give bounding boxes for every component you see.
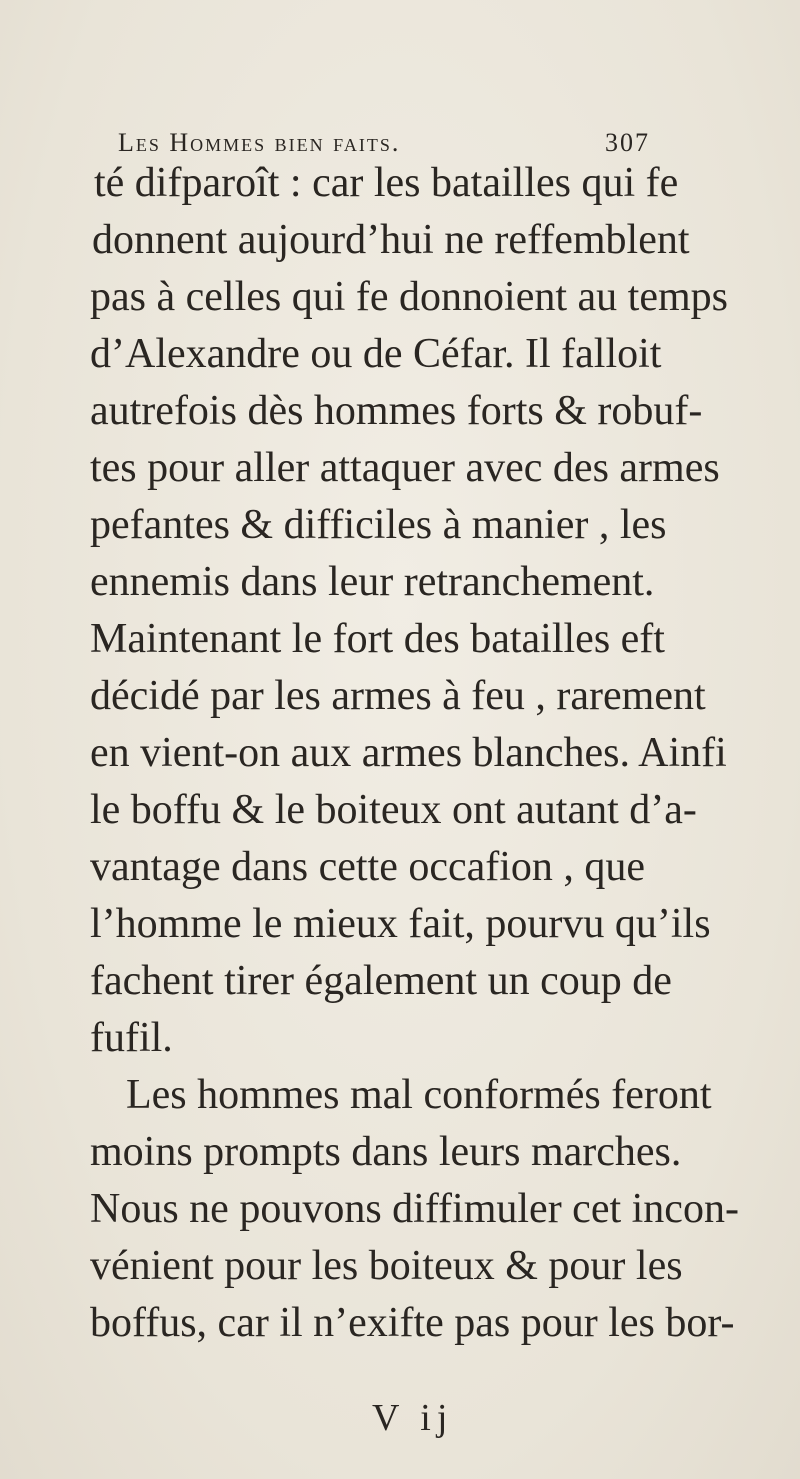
text-line: té difparoît : car les batailles qui fe <box>94 160 679 206</box>
text-line: donnent aujourd’hui ne reffemblent <box>92 217 690 263</box>
text-line: l’homme le mieux fait, pourvu qu’ils <box>90 901 711 947</box>
text-line: fufil. <box>90 1015 173 1061</box>
text-line: moins prompts dans leurs marches. <box>90 1129 682 1175</box>
text-line: fachent tirer également un coup de <box>90 958 672 1004</box>
text-line: tes pour aller attaquer avec des armes <box>90 445 720 491</box>
text-line: vantage dans cette occafion , que <box>90 844 646 890</box>
text-line: Nous ne pouvons diffimuler cet incon- <box>90 1186 739 1232</box>
text-line: pefantes & difficiles à manier , les <box>90 502 667 548</box>
text-line: Les hommes mal conformés feront <box>126 1072 712 1118</box>
text-line: le boffu & le boiteux ont autant d’a- <box>90 787 697 833</box>
text-line: d’Alexandre ou de Céfar. Il falloit <box>90 331 662 377</box>
running-head: Les Hommes bien faits. <box>118 128 401 157</box>
text-line: boffus, car il n’exifte pas pour les bor- <box>90 1300 735 1346</box>
text-line: ennemis dans leur retranchement. <box>90 559 655 605</box>
text-line: en vient-on aux armes blanches. Ainfi <box>90 730 727 776</box>
text-line: Maintenant le fort des batailles eft <box>90 616 665 662</box>
text-line: pas à celles qui fe donnoient au temps <box>90 274 728 320</box>
signature-mark: V ij <box>372 1397 454 1439</box>
text-line: décidé par les armes à feu , rarement <box>90 673 706 719</box>
text-line: autrefois dès hommes forts & robuf- <box>90 388 703 434</box>
text-line: vénient pour les boiteux & pour les <box>90 1243 683 1289</box>
page-number: 307 <box>605 128 650 157</box>
